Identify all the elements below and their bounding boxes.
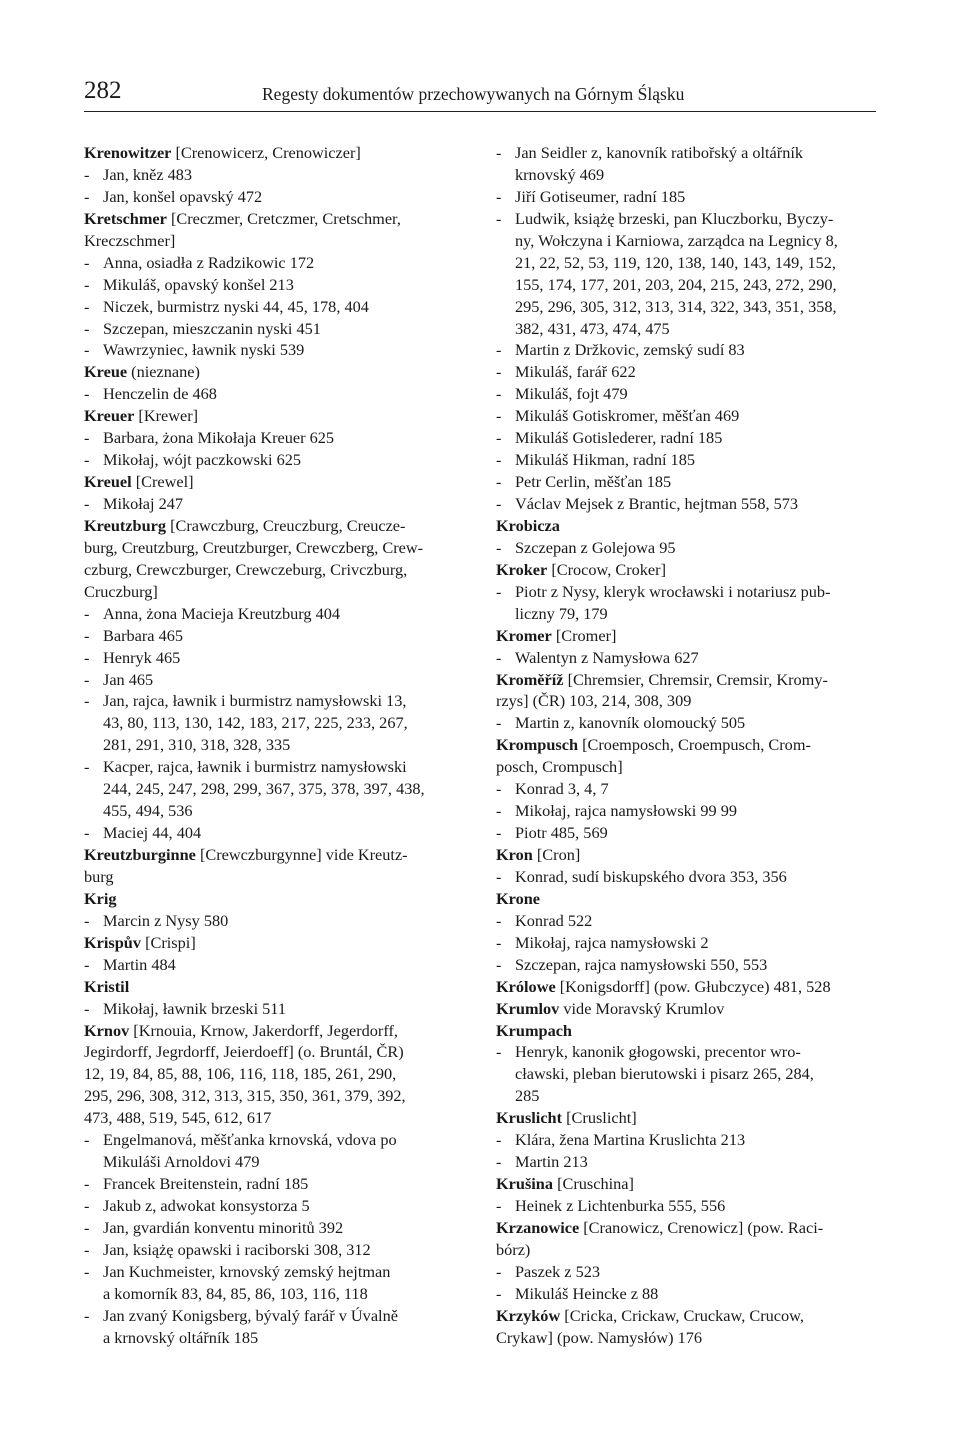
index-subentry (84, 998, 462, 1020)
subentry-dash: - (496, 1042, 502, 1062)
subentry-dash: - (496, 208, 502, 228)
subentry-dash: - (84, 450, 90, 470)
subentry-dash: - (496, 647, 502, 667)
subentry-text: Jiří Gotiseumer, radní 185 (515, 186, 686, 206)
index-variants: [Cron] (532, 845, 581, 864)
subentry-continuation: 155, 174, 177, 201, 203, 204, 215, 243, 272, 290, (515, 274, 837, 294)
subentry-dash: - (496, 801, 502, 821)
index-variants: [Cruschina] (553, 1174, 634, 1194)
subentry-dash: - (496, 384, 502, 404)
index-column-right (496, 142, 874, 1349)
index-headword: Kruslicht (496, 1108, 563, 1128)
subentry-dash: - (84, 998, 90, 1018)
subentry-text: Maciej 44, 404 (103, 823, 202, 843)
subentry-text: Mikuláš Hikman, radní 185 (515, 450, 695, 470)
subentry-dash: - (84, 340, 90, 360)
entry-continuation: posch, Crompusch] (496, 757, 623, 777)
subentry-text: Paszek z 523 (515, 1261, 600, 1281)
index-entry-heading (496, 1173, 874, 1195)
index-subentry (496, 361, 874, 383)
subentry-text: Václav Mejsek z Brantic, hejtman 558, 573 (515, 494, 799, 513)
index-subentry (84, 1305, 462, 1327)
subentry-text: Jan, konšel opavský 472 (103, 186, 263, 206)
subentry-text: Szczepan, mieszczanin nyski 451 (103, 318, 321, 338)
subentry-dash: - (496, 494, 502, 513)
subentry-dash: - (496, 1196, 502, 1215)
index-entry-heading (84, 361, 462, 383)
subentry-dash: - (496, 910, 502, 930)
subentry-dash: - (84, 1217, 90, 1237)
index-subentry (496, 142, 874, 164)
index-entry-heading (84, 844, 462, 866)
index-subentry (84, 1261, 462, 1283)
subentry-text: Mikuláš Gotiskromer, měšťan 469 (515, 406, 740, 426)
subentry-text: Konrad 522 (515, 910, 593, 930)
subentry-text: Mikuláš Heincke z 88 (515, 1283, 659, 1303)
index-headword: Kristil (84, 976, 130, 996)
index-headword: Kreutzburg (84, 515, 167, 535)
running-title: Regesty dokumentów przechowywanych na Górnym Śląsku (262, 84, 685, 104)
entry-continuation: 295, 296, 308, 312, 313, 315, 350, 361, 379, 392, (84, 1086, 406, 1106)
index-headword: Krušina (496, 1174, 554, 1194)
subentry-text: Szczepan, rajca namysłowski 550, 553 (515, 954, 768, 974)
index-subentry (496, 537, 874, 559)
index-entry-heading (496, 1217, 874, 1239)
index-subentry (496, 383, 874, 405)
subentry-dash: - (84, 164, 90, 184)
index-subentry (496, 1041, 874, 1063)
subentry-text: Barbara 465 (103, 625, 184, 645)
subentry-text: Mikuláš, opavský konšel 213 (103, 274, 294, 294)
subentry-text: Jakub z, adwokat konsystorza 5 (103, 1196, 310, 1215)
subentry-text: Jan, książę opawski i raciborski 308, 312 (103, 1239, 371, 1259)
entry-continuation: burg, Creutzburg, Creutzburger, Crewczberg, Crew- (84, 537, 424, 557)
index-entry-heading (84, 515, 462, 537)
index-variants: [Croemposch, Croempusch, Crom- (578, 735, 811, 755)
index-subentry (84, 1129, 462, 1151)
subentry-dash: - (496, 406, 502, 426)
index-entry-heading (496, 1107, 874, 1129)
subentry-text: Klára, žena Martina Kruslichta 213 (515, 1130, 746, 1150)
subentry-text: Mikołaj, wójt paczkowski 625 (103, 450, 302, 470)
subentry-dash: - (84, 1261, 90, 1281)
index-entry-heading (84, 142, 462, 164)
index-headword: Krzyków (496, 1305, 561, 1325)
index-entry-heading (496, 559, 874, 581)
subentry-dash: - (84, 1239, 90, 1259)
entry-continuation: Kreczschmer] (84, 230, 176, 250)
index-subentry (496, 208, 874, 230)
subentry-text: Anna, żona Macieja Kreutzburg 404 (103, 603, 341, 623)
index-subentry (496, 427, 874, 449)
subentry-text: Kacper, rajca, ławnik i burmistrz namysłowski (103, 757, 407, 777)
entry-continuation: 473, 488, 519, 545, 612, 617 (84, 1108, 272, 1128)
subentry-text: Jan, gvardián konventu minoritů 392 (103, 1217, 344, 1237)
index-subentry (84, 1195, 462, 1217)
subentry-text: Henryk, kanonik głogowski, precentor wro- (515, 1042, 801, 1062)
index-subentry (84, 603, 462, 625)
index-subentry (496, 910, 874, 932)
index-subentry (496, 493, 874, 515)
subentry-dash: - (496, 779, 502, 799)
index-entry-heading (496, 844, 874, 866)
index-entry-heading (84, 405, 462, 427)
index-subentry (496, 449, 874, 471)
index-subentry (496, 1129, 874, 1151)
subentry-dash: - (496, 932, 502, 952)
index-headword: Krobicza (496, 515, 560, 535)
index-subentry (496, 822, 874, 844)
entry-continuation: Crykaw] (pow. Namysłów) 176 (496, 1327, 703, 1347)
subentry-dash: - (496, 713, 502, 733)
index-subentry (496, 186, 874, 208)
subentry-text: Heinek z Lichtenburka 555, 556 (515, 1196, 726, 1215)
index-headword: Królowe (496, 976, 556, 996)
subentry-text: Henczelin de 468 (103, 384, 217, 404)
subentry-dash: - (84, 669, 90, 689)
index-variants: [Creczmer, Cretczmer, Cretschmer, (166, 208, 401, 228)
index-headword: Krumlov (496, 998, 560, 1018)
index-subentry (496, 471, 874, 493)
subentry-continuation: 295, 296, 305, 312, 313, 314, 322, 343, 351, 358, (515, 296, 837, 316)
page-number: 282 (84, 77, 122, 104)
index-subentry (84, 339, 462, 361)
subentry-dash: - (496, 428, 502, 448)
subentry-dash: - (84, 274, 90, 294)
index-variants: [Krnouia, Krnow, Jakerdorff, Jegerdorff, (129, 1020, 398, 1040)
index-variants: [Crewel] (131, 472, 194, 492)
index-subentry (496, 778, 874, 800)
subentry-dash: - (84, 1305, 90, 1325)
subentry-dash: - (84, 384, 90, 404)
subentry-dash: - (84, 1196, 90, 1215)
index-entry-heading (496, 669, 874, 691)
subentry-text: Mikołaj, ławnik brzeski 511 (103, 998, 286, 1018)
index-variants: [Konigsdorff] (pow. Głubczyce) 481, 528 (555, 976, 831, 996)
subentry-text: Niczek, burmistrz nyski 44, 45, 178, 404 (103, 296, 369, 316)
index-variants: [Crenowicerz, Crenowiczer] (171, 143, 361, 162)
index-variants: [Crocow, Croker] (547, 559, 667, 579)
subentry-text: Konrad 3, 4, 7 (515, 779, 609, 799)
subentry-text: Mikuláš Gotislederer, radní 185 (515, 428, 723, 448)
index-subentry (84, 625, 462, 647)
index-subentry (496, 1195, 874, 1217)
index-subentry (84, 274, 462, 296)
subentry-dash: - (496, 1261, 502, 1281)
subentry-dash: - (496, 1283, 502, 1303)
index-entry-heading (496, 976, 874, 998)
subentry-dash: - (496, 362, 502, 382)
entry-continuation: burg (84, 866, 114, 886)
subentry-continuation: cławski, pleban bierutowski i pisarz 265, 284, (515, 1064, 814, 1084)
index-headword: Kron (496, 845, 533, 864)
index-subentry (496, 712, 874, 734)
subentry-dash: - (84, 757, 90, 777)
subentry-text: Jan zvaný Konigsberg, bývalý farář v Úvalně (103, 1305, 398, 1325)
entry-continuation: bórz) (496, 1239, 531, 1259)
subentry-text: Wawrzyniec, ławnik nyski 539 (103, 340, 305, 360)
index-headword: Krenowitzer (84, 143, 172, 162)
subentry-dash: - (84, 318, 90, 338)
subentry-dash: - (84, 1174, 90, 1194)
subentry-text: Martin z Držkovic, zemský sudí 83 (515, 340, 745, 360)
subentry-dash: - (496, 581, 502, 601)
subentry-continuation: 455, 494, 536 (103, 801, 193, 821)
subentry-continuation: a komorník 83, 84, 85, 86, 103, 116, 118 (103, 1283, 368, 1303)
subentry-text: Martin 484 (103, 954, 176, 974)
index-subentry (84, 910, 462, 932)
subentry-text: Jan Seidler z, kanovník ratibořský a oltářník (515, 143, 804, 162)
index-headword: Kroker (496, 559, 548, 579)
index-headword: Krig (84, 888, 117, 908)
index-headword: Krone (496, 888, 541, 908)
subentry-text: Mikołaj 247 (103, 494, 184, 513)
index-entry-heading (84, 471, 462, 493)
index-subentry (496, 932, 874, 954)
subentry-continuation: 281, 291, 310, 318, 328, 335 (103, 735, 291, 755)
subentry-continuation: 43, 80, 113, 130, 142, 183, 217, 225, 233, 267, (103, 713, 408, 733)
index-headword: Krumpach (496, 1020, 572, 1040)
subentry-text: Walentyn z Namysłowa 627 (515, 647, 699, 667)
subentry-dash: - (84, 625, 90, 645)
subentry-text: Petr Cerlin, měšťan 185 (515, 472, 672, 492)
index-subentry (84, 164, 462, 186)
subentry-dash: - (84, 691, 90, 711)
index-variants: [Cromer] (551, 625, 617, 645)
index-entry-heading (496, 1305, 874, 1327)
subentry-text: Barbara, żona Mikołaja Kreuer 625 (103, 428, 335, 448)
index-entry-heading (84, 976, 462, 998)
index-subentry (496, 866, 874, 888)
index-subentry (496, 1151, 874, 1173)
subentry-dash: - (84, 296, 90, 316)
index-headword: Krompusch (496, 735, 579, 755)
index-subentry (84, 669, 462, 691)
subentry-continuation: ny, Wołczyna i Karniowa, zarządca na Legnicy 8, (515, 230, 838, 250)
subentry-dash: - (84, 910, 90, 930)
subentry-text: Mikołaj, rajca namysłowski 99 99 (515, 801, 738, 821)
subentry-dash: - (84, 1130, 90, 1150)
index-variants: [Crewczburgynne] vide Kreutz- (195, 845, 408, 864)
subentry-text: Mikuláš, fojt 479 (515, 384, 628, 404)
subentry-continuation: a krnovský oltářník 185 (103, 1327, 259, 1347)
index-variants: [Chremsier, Chremsir, Cremsir, Kromy- (563, 669, 828, 689)
subentry-dash: - (496, 450, 502, 470)
subentry-dash: - (84, 494, 90, 513)
index-subentry (84, 756, 462, 778)
index-headword: Krnov (84, 1020, 130, 1040)
subentry-text: Piotr 485, 569 (515, 823, 608, 843)
index-headword: Kreuer (84, 406, 135, 426)
subentry-dash: - (84, 252, 90, 272)
index-subentry (84, 1173, 462, 1195)
index-entry-heading (496, 888, 874, 910)
index-subentry (84, 427, 462, 449)
subentry-text: Jan, kněz 483 (103, 164, 193, 184)
subentry-text: Engelmanová, měšťanka krnovská, vdova po (103, 1130, 397, 1150)
subentry-continuation: 244, 245, 247, 298, 299, 367, 375, 378, 397, 438, (103, 779, 425, 799)
index-subentry (84, 1217, 462, 1239)
index-subentry (496, 581, 874, 603)
subentry-continuation: Mikuláši Arnoldovi 479 (103, 1152, 260, 1172)
subentry-text: Marcin z Nysy 580 (103, 910, 229, 930)
index-subentry (84, 493, 462, 515)
subentry-dash: - (84, 428, 90, 448)
index-subentry (84, 383, 462, 405)
index-column-left (84, 142, 462, 1349)
subentry-text: Piotr z Nysy, kleryk wrocławski i notariusz pub- (515, 581, 831, 601)
entry-continuation: Cruczburg] (84, 581, 158, 601)
index-headword: Kroměříž (496, 669, 564, 689)
index-headword: Kretschmer (84, 208, 167, 228)
subentry-text: Szczepan z Golejowa 95 (515, 537, 676, 557)
index-headword: Krispův (84, 932, 142, 952)
subentry-text: Jan 465 (103, 669, 154, 689)
index-entry-heading (496, 515, 874, 537)
index-subentry (84, 296, 462, 318)
subentry-continuation: 382, 431, 473, 474, 475 (515, 318, 670, 338)
index-variants: [Crispi] (141, 932, 196, 952)
index-subentry (496, 339, 874, 361)
entry-continuation: czburg, Crewczburger, Crewczeburg, Crivczburg, (84, 559, 408, 579)
subentry-text: Martin 213 (515, 1152, 588, 1172)
index-subentry (496, 1283, 874, 1305)
index-headword: Kreutzburginne (84, 845, 196, 864)
subentry-text: Jan Kuchmeister, krnovský zemský hejtman (103, 1261, 391, 1281)
entry-continuation: rzys] (ČR) 103, 214, 308, 309 (496, 691, 692, 711)
subentry-text: Henryk 465 (103, 647, 181, 667)
index-subentry (84, 449, 462, 471)
index-subentry (84, 822, 462, 844)
index-variants: [Cricka, Crickaw, Cruckaw, Crucow, (560, 1305, 804, 1325)
subentry-text: Jan, rajca, ławnik i burmistrz namysłowski 13, (103, 691, 407, 711)
index-entry-heading (84, 1020, 462, 1042)
index-variants: [Krewer] (134, 406, 199, 426)
subentry-dash: - (496, 1130, 502, 1150)
index-entry-heading (496, 625, 874, 647)
index-headword: Kromer (496, 625, 552, 645)
index-subentry (496, 405, 874, 427)
header-rule (84, 111, 876, 112)
index-entry-heading (84, 932, 462, 954)
index-entry-heading (496, 1020, 874, 1042)
subentry-continuation: liczny 79, 179 (515, 603, 608, 623)
subentry-dash: - (84, 823, 90, 843)
subentry-continuation: 285 (515, 1086, 540, 1106)
index-headword: Kreue (84, 362, 128, 382)
index-entry-heading (496, 734, 874, 756)
index-subentry (84, 690, 462, 712)
subentry-dash: - (84, 647, 90, 667)
subentry-continuation: krnovský 469 (515, 164, 605, 184)
subentry-dash: - (496, 954, 502, 974)
subentry-dash: - (84, 954, 90, 974)
subentry-text: Anna, osiadła z Radzikowic 172 (103, 252, 315, 272)
index-subentry (496, 954, 874, 976)
subentry-dash: - (84, 186, 90, 206)
index-variants: vide Moravský Krumlov (559, 998, 725, 1018)
subentry-text: Ludwik, książę brzeski, pan Kluczborku, Byczy- (515, 208, 834, 228)
subentry-dash: - (496, 823, 502, 843)
index-headword: Krzanowice (496, 1217, 580, 1237)
index-variants: (nieznane) (127, 362, 200, 382)
subentry-dash: - (496, 472, 502, 492)
index-subentry (84, 954, 462, 976)
subentry-dash: - (496, 537, 502, 557)
index-subentry (84, 252, 462, 274)
entry-continuation: 12, 19, 84, 85, 88, 106, 116, 118, 185, 261, 290, (84, 1064, 397, 1084)
index-subentry (84, 318, 462, 340)
entry-continuation: Jegirdorff, Jegrdorff, Jeierdoeff] (o. Bruntál, ČR) (84, 1042, 404, 1062)
index-variants: [Crawczburg, Creuczburg, Creucze- (166, 515, 406, 535)
subentry-dash: - (496, 866, 502, 886)
subentry-continuation: 21, 22, 52, 53, 119, 120, 138, 140, 143, 149, 152, (515, 252, 836, 272)
index-entry-heading (84, 208, 462, 230)
subentry-dash: - (496, 143, 502, 162)
index-subentry (84, 647, 462, 669)
index-subentry (496, 1261, 874, 1283)
subentry-dash: - (496, 186, 502, 206)
index-variants: [Cruslicht] (562, 1108, 637, 1128)
index-subentry (496, 800, 874, 822)
subentry-text: Mikołaj, rajca namysłowski 2 (515, 932, 709, 952)
subentry-text: Konrad, sudí biskupského dvora 353, 356 (515, 866, 787, 886)
index-subentry (84, 1239, 462, 1261)
subentry-dash: - (496, 1152, 502, 1172)
index-subentry (496, 647, 874, 669)
subentry-text: Francek Breitenstein, radní 185 (103, 1174, 309, 1194)
subentry-dash: - (84, 603, 90, 623)
subentry-dash: - (496, 340, 502, 360)
index-subentry (84, 186, 462, 208)
subentry-text: Mikuláš, farář 622 (515, 362, 636, 382)
index-entry-heading (496, 998, 874, 1020)
subentry-text: Martin z, kanovník olomoucký 505 (515, 713, 746, 733)
index-headword: Kreuel (84, 472, 132, 492)
index-variants: [Cranowicz, Crenowicz] (pow. Raci- (579, 1217, 824, 1237)
index-entry-heading (84, 888, 462, 910)
